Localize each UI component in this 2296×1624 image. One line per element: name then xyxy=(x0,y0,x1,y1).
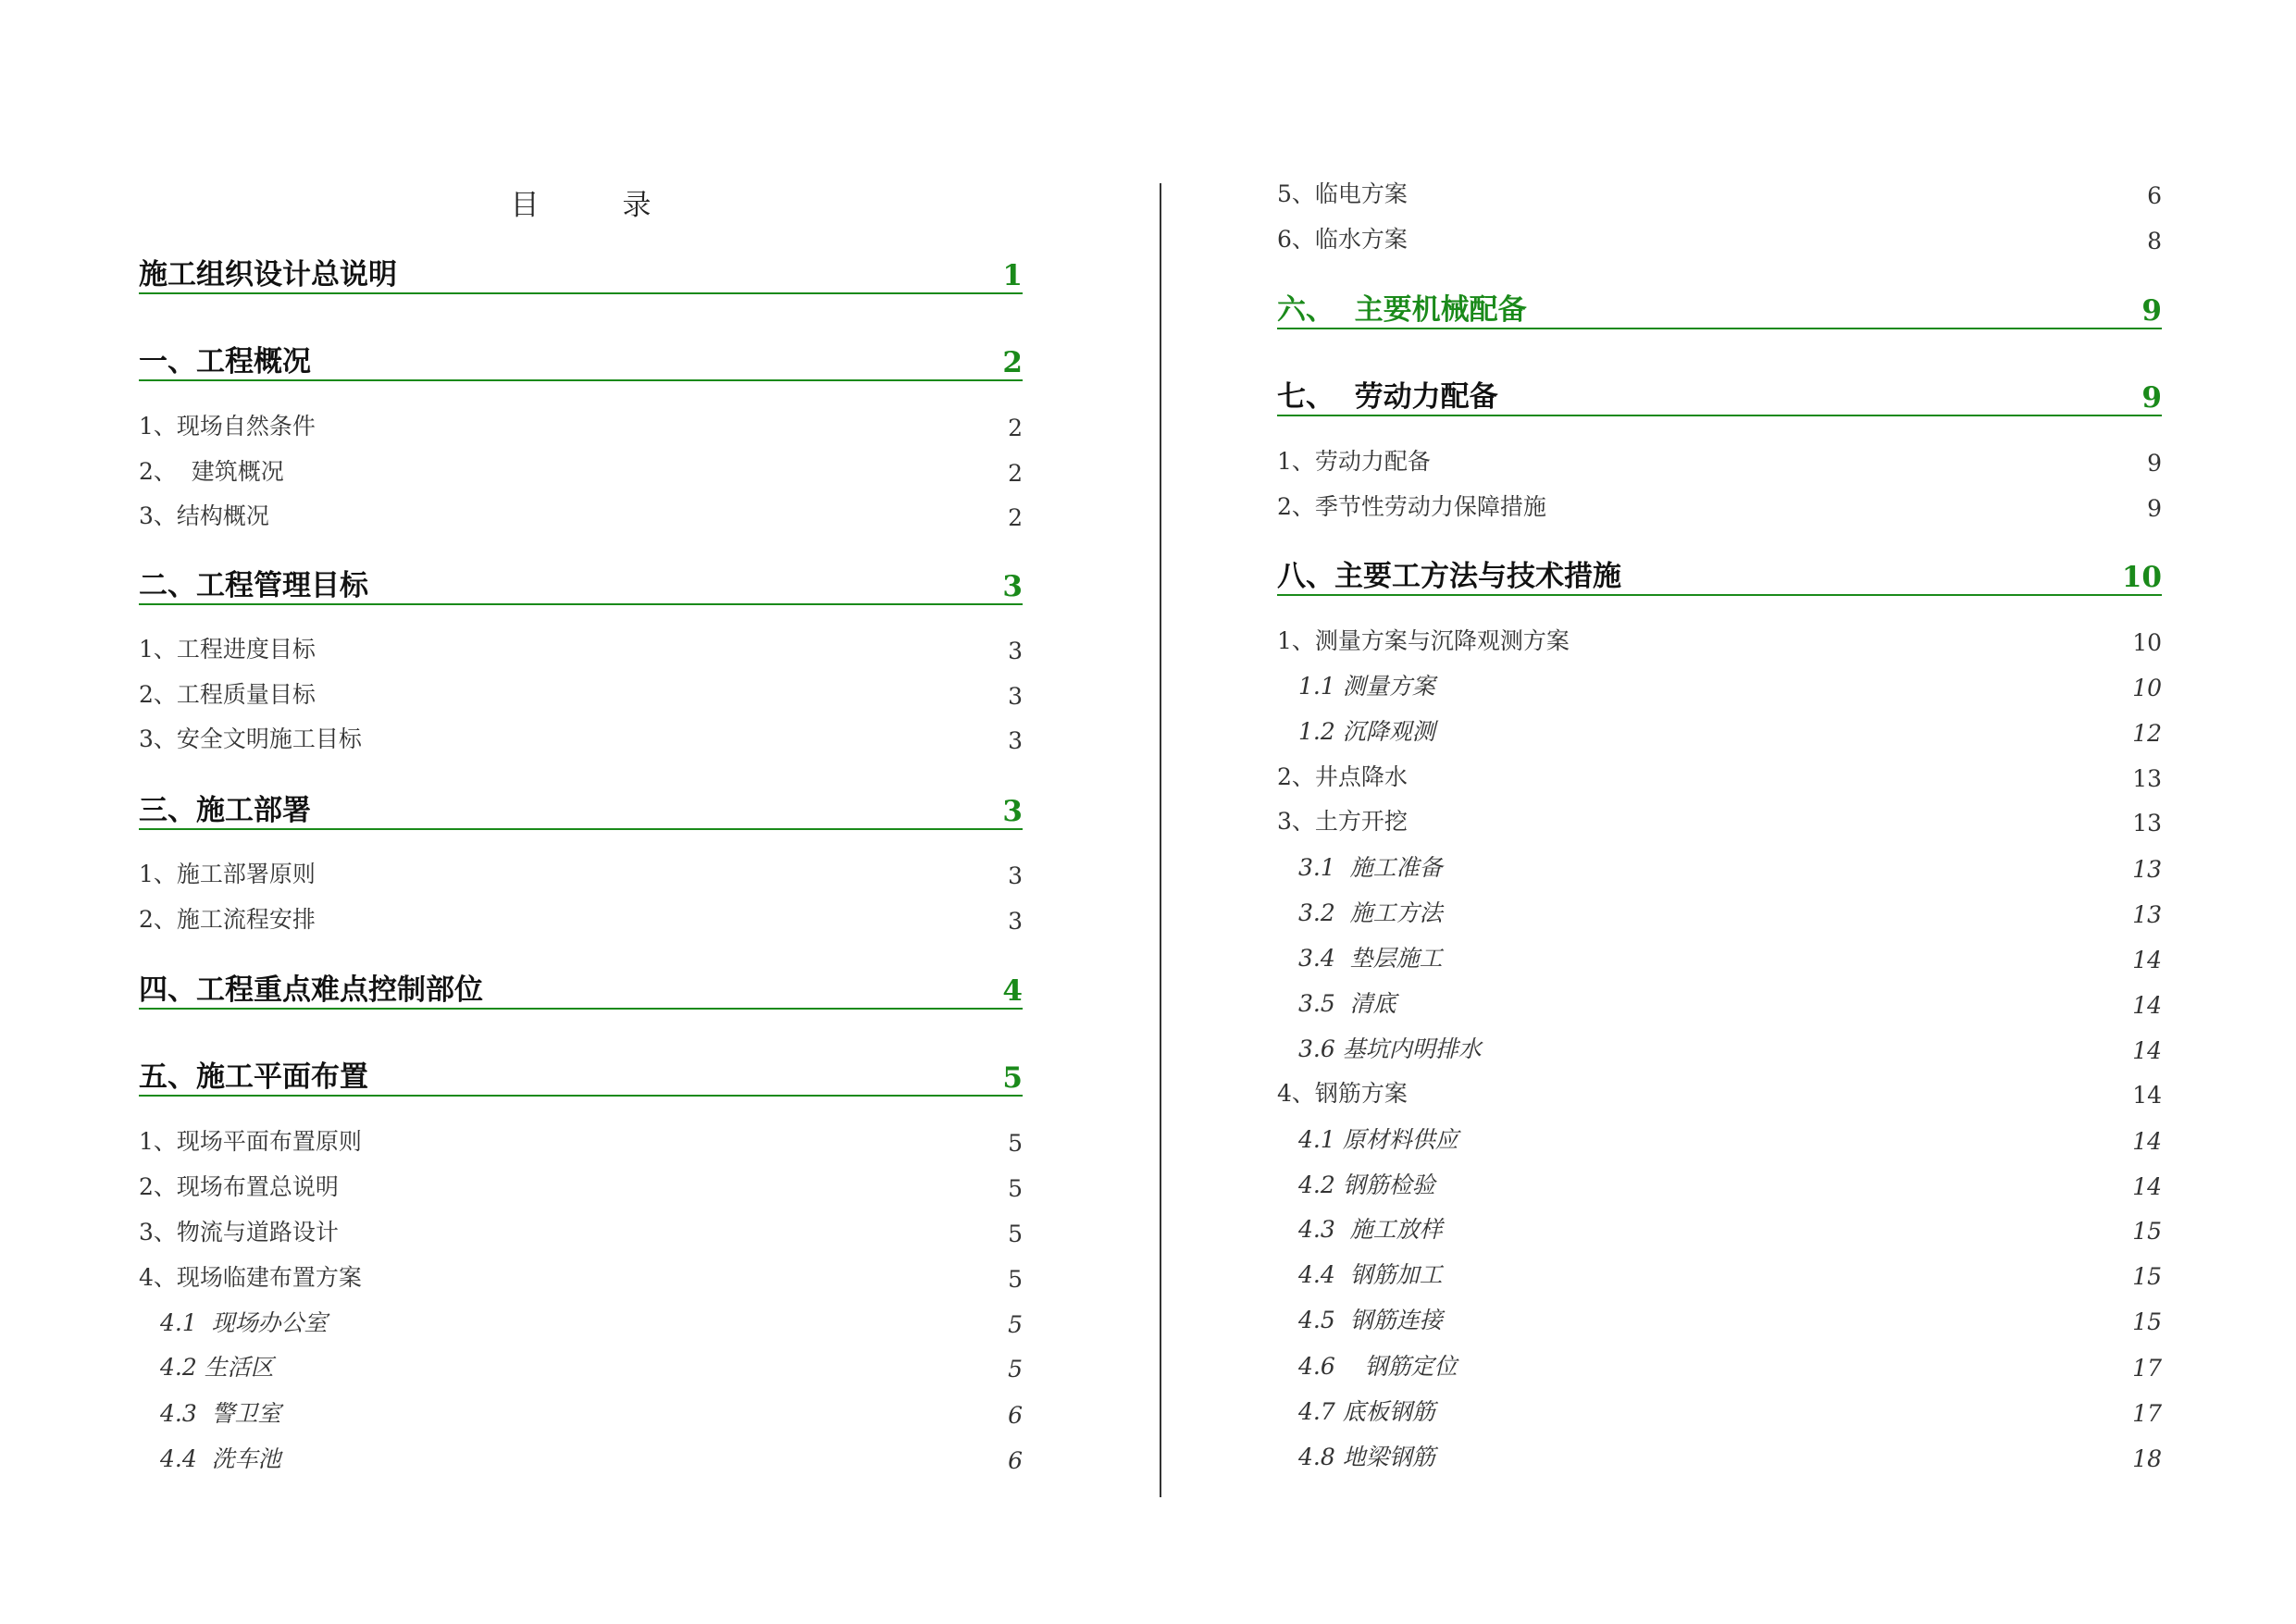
toc-entry-label: 1、劳动力配备 xyxy=(1277,448,1431,475)
toc-entry[interactable] xyxy=(1277,1163,2162,1200)
toc-entry-page-number: 3 xyxy=(1008,638,1023,664)
toc-entry[interactable] xyxy=(139,1060,1023,1097)
toc-entry[interactable] xyxy=(1277,1390,2162,1427)
toc-entry-label: 六、 主要机械配备 xyxy=(1277,293,1527,327)
toc-entry-page-number: 13 xyxy=(2132,856,2162,883)
toc-entry-page-number: 14 xyxy=(2132,1082,2162,1109)
toc-entry-page-number: 14 xyxy=(2132,1037,2162,1064)
toc-entry[interactable] xyxy=(139,1301,1023,1338)
toc-entry-label: 一、工程概况 xyxy=(139,345,311,378)
toc-entry-page-number: 18 xyxy=(2132,1445,2162,1472)
toc-entry-label: 2、施工流程安排 xyxy=(139,906,316,933)
toc-entry-label: 4.4 钢筋加工 xyxy=(1298,1261,1443,1288)
toc-entry-page-number: 15 xyxy=(2132,1263,2162,1290)
toc-entry-page-number: 5 xyxy=(1008,1311,1023,1338)
toc-entry-page-number: 5 xyxy=(1008,1221,1023,1247)
toc-entry[interactable] xyxy=(139,1392,1023,1429)
toc-entry-page-number: 3 xyxy=(1008,862,1023,889)
toc-entry-page-number: 5 xyxy=(1002,1061,1023,1095)
toc-entry-page-number: 1 xyxy=(1002,259,1023,292)
toc-entry-label: 2、井点降水 xyxy=(1277,763,1408,790)
toc-entry-page-number: 2 xyxy=(1008,460,1023,487)
toc-entry[interactable] xyxy=(1277,1118,2162,1155)
toc-entry[interactable] xyxy=(139,793,1023,830)
toc-entry-label: 3、结构概况 xyxy=(139,502,269,529)
toc-entry-label: 4.3 警卫室 xyxy=(160,1400,281,1427)
toc-entry-label: 1.1 测量方案 xyxy=(1298,673,1435,700)
toc-entry-label: 6、临水方案 xyxy=(1277,226,1408,253)
toc-entry-page-number: 6 xyxy=(1008,1447,1023,1474)
toc-entry[interactable] xyxy=(1277,1345,2162,1382)
toc-entry-page-number: 15 xyxy=(2132,1218,2162,1245)
toc-entry[interactable] xyxy=(1277,217,2162,254)
toc-entry[interactable] xyxy=(139,257,1023,294)
toc-entry[interactable] xyxy=(139,1165,1023,1202)
toc-entry-page-number: 10 xyxy=(2132,629,2162,656)
toc-entry-page-number: 3 xyxy=(1002,795,1023,828)
toc-entry-label: 2、季节性劳动力保障措施 xyxy=(1277,493,1546,520)
toc-entry-label: 4.2 生活区 xyxy=(160,1354,274,1381)
toc-entry[interactable] xyxy=(1277,800,2162,837)
toc-entry-page-number: 3 xyxy=(1002,570,1023,603)
toc-entry-label: 4.4 洗车池 xyxy=(160,1445,281,1472)
toc-entry[interactable] xyxy=(1277,485,2162,522)
toc-entry[interactable] xyxy=(139,494,1023,531)
toc-entry[interactable] xyxy=(139,568,1023,605)
toc-entry-page-number: 5 xyxy=(1008,1130,1023,1157)
heading-underline xyxy=(1277,328,2162,329)
column-divider xyxy=(1160,183,1161,1497)
toc-entry[interactable] xyxy=(1277,1208,2162,1245)
toc-entry-page-number: 10 xyxy=(2132,675,2162,701)
toc-entry-page-number: 3 xyxy=(1008,683,1023,710)
toc-entry-page-number: 14 xyxy=(2132,1173,2162,1200)
toc-entry-page-number: 9 xyxy=(2147,450,2162,477)
toc-entry-label: 4.5 钢筋连接 xyxy=(1298,1307,1443,1333)
toc-entry[interactable] xyxy=(1277,710,2162,747)
toc-title xyxy=(139,181,1023,223)
toc-entry-page-number: 17 xyxy=(2132,1400,2162,1427)
toc-entry-label: 1、现场自然条件 xyxy=(139,413,316,440)
toc-entry-label: 3、安全文明施工目标 xyxy=(139,725,362,752)
toc-entry-label: 3、土方开挖 xyxy=(1277,808,1408,835)
toc-entry-page-number: 2 xyxy=(1008,415,1023,441)
toc-entry[interactable] xyxy=(1277,1072,2162,1109)
toc-entry-label: 1、施工部署原则 xyxy=(139,861,316,887)
toc-entry-label: 1、工程进度目标 xyxy=(139,636,316,663)
toc-entry-page-number: 5 xyxy=(1008,1266,1023,1293)
toc-entry-page-number: 13 xyxy=(2132,901,2162,928)
toc-entry-label: 4.2 钢筋检验 xyxy=(1298,1172,1435,1198)
toc-entry[interactable] xyxy=(139,1120,1023,1157)
toc-entry-label: 4.3 施工放样 xyxy=(1298,1216,1443,1243)
toc-entry-label: 1、现场平面布置原则 xyxy=(139,1128,362,1155)
heading-underline xyxy=(139,292,1023,294)
toc-entry[interactable] xyxy=(1277,891,2162,928)
toc-entry-label: 3.4 垫层施工 xyxy=(1298,945,1443,972)
toc-title-char-1: 目 xyxy=(510,189,540,222)
toc-entry-page-number: 13 xyxy=(2132,765,2162,792)
toc-entry-page-number: 9 xyxy=(2141,294,2162,328)
toc-entry[interactable] xyxy=(139,344,1023,381)
toc-entry-page-number: 9 xyxy=(2147,495,2162,522)
toc-entry-page-number: 12 xyxy=(2132,720,2162,747)
toc-title-char-2: 录 xyxy=(622,189,652,222)
toc-entry-label: 4、现场临建布置方案 xyxy=(139,1264,362,1291)
toc-entry[interactable] xyxy=(1277,172,2162,209)
toc-entry[interactable] xyxy=(139,450,1023,487)
toc-entry-page-number: 14 xyxy=(2132,992,2162,1019)
toc-entry-label: 4.7 底板钢筋 xyxy=(1298,1398,1435,1425)
toc-entry-label: 3.2 施工方法 xyxy=(1298,899,1443,926)
toc-entry-label: 5、临电方案 xyxy=(1277,180,1408,207)
heading-underline xyxy=(139,828,1023,830)
toc-entry-page-number: 8 xyxy=(2147,228,2162,254)
toc-entry[interactable] xyxy=(1277,619,2162,656)
toc-entry[interactable] xyxy=(139,898,1023,935)
toc-entry[interactable] xyxy=(139,973,1023,1010)
toc-entry[interactable] xyxy=(139,673,1023,710)
toc-entry-page-number: 3 xyxy=(1008,727,1023,754)
toc-entry[interactable] xyxy=(139,1345,1023,1382)
toc-entry-label: 八、主要工方法与技术措施 xyxy=(1277,560,1621,593)
toc-entry[interactable] xyxy=(139,717,1023,754)
toc-entry-label: 施工组织设计总说明 xyxy=(139,258,397,291)
heading-underline xyxy=(1277,594,2162,596)
toc-entry-label: 3.5 清底 xyxy=(1298,990,1396,1017)
toc-entry-label: 3.1 施工准备 xyxy=(1298,854,1443,881)
toc-entry-page-number: 3 xyxy=(1008,908,1023,935)
toc-entry[interactable] xyxy=(1277,379,2162,416)
heading-underline xyxy=(139,1008,1023,1010)
heading-underline xyxy=(139,603,1023,605)
toc-entry-label: 3、物流与道路设计 xyxy=(139,1219,339,1246)
toc-entry-label: 七、 劳动力配备 xyxy=(1277,380,1498,414)
toc-entry-page-number: 14 xyxy=(2132,947,2162,973)
toc-entry-page-number: 17 xyxy=(2132,1355,2162,1382)
heading-underline xyxy=(139,379,1023,381)
toc-entry[interactable] xyxy=(1277,1253,2162,1290)
toc-entry[interactable] xyxy=(1277,936,2162,973)
toc-entry-label: 三、施工部署 xyxy=(139,794,311,827)
toc-entry-label: 3.6 基坑内明排水 xyxy=(1298,1035,1482,1062)
toc-entry[interactable] xyxy=(1277,664,2162,701)
toc-entry[interactable] xyxy=(139,852,1023,889)
toc-entry-label: 4.1 现场办公室 xyxy=(160,1309,328,1336)
toc-entry-label: 4、钢筋方案 xyxy=(1277,1080,1408,1107)
toc-entry[interactable] xyxy=(1277,846,2162,883)
toc-entry[interactable] xyxy=(1277,755,2162,792)
toc-entry-label: 五、施工平面布置 xyxy=(139,1060,368,1094)
toc-entry-label: 2、现场布置总说明 xyxy=(139,1173,339,1200)
toc-entry[interactable] xyxy=(1277,292,2162,329)
toc-entry-page-number: 2 xyxy=(1002,346,1023,379)
toc-entry[interactable] xyxy=(1277,440,2162,477)
toc-entry-page-number: 4 xyxy=(1002,974,1023,1008)
toc-entry-page-number: 5 xyxy=(1008,1175,1023,1202)
toc-entry-page-number: 15 xyxy=(2132,1308,2162,1335)
toc-entry-label: 4.1 原材料供应 xyxy=(1298,1126,1458,1153)
toc-entry-label: 4.8 地梁钢筋 xyxy=(1298,1444,1435,1470)
toc-entry-page-number: 2 xyxy=(1008,504,1023,531)
heading-underline xyxy=(1277,415,2162,416)
toc-entry-label: 四、工程重点难点控制部位 xyxy=(139,973,483,1007)
toc-entry-page-number: 5 xyxy=(1008,1356,1023,1382)
toc-entry[interactable] xyxy=(1277,982,2162,1019)
toc-entry[interactable] xyxy=(1277,559,2162,596)
toc-entry-label: 4.6 钢筋定位 xyxy=(1298,1353,1458,1380)
heading-underline xyxy=(139,1095,1023,1097)
toc-entry[interactable] xyxy=(139,1210,1023,1247)
toc-entry-label: 2、工程质量目标 xyxy=(139,681,316,708)
toc-entry-page-number: 13 xyxy=(2132,810,2162,837)
toc-entry[interactable] xyxy=(1277,1298,2162,1335)
toc-entry-page-number: 6 xyxy=(1008,1402,1023,1429)
toc-entry[interactable] xyxy=(1277,1027,2162,1064)
toc-entry-label: 1、测量方案与沉降观测方案 xyxy=(1277,627,1570,654)
toc-entry[interactable] xyxy=(139,404,1023,441)
toc-entry-page-number: 9 xyxy=(2141,381,2162,415)
toc-entry[interactable] xyxy=(139,1256,1023,1293)
toc-entry-label: 1.2 沉降观测 xyxy=(1298,718,1435,745)
toc-entry-page-number: 10 xyxy=(2121,561,2162,594)
toc-entry-page-number: 14 xyxy=(2132,1128,2162,1155)
toc-entry[interactable] xyxy=(139,627,1023,664)
toc-entry[interactable] xyxy=(1277,1435,2162,1472)
toc-entry-label: 二、工程管理目标 xyxy=(139,569,368,602)
toc-entry-page-number: 6 xyxy=(2147,182,2162,209)
toc-entry[interactable] xyxy=(139,1437,1023,1474)
toc-entry-label: 2、 建筑概况 xyxy=(139,458,284,485)
